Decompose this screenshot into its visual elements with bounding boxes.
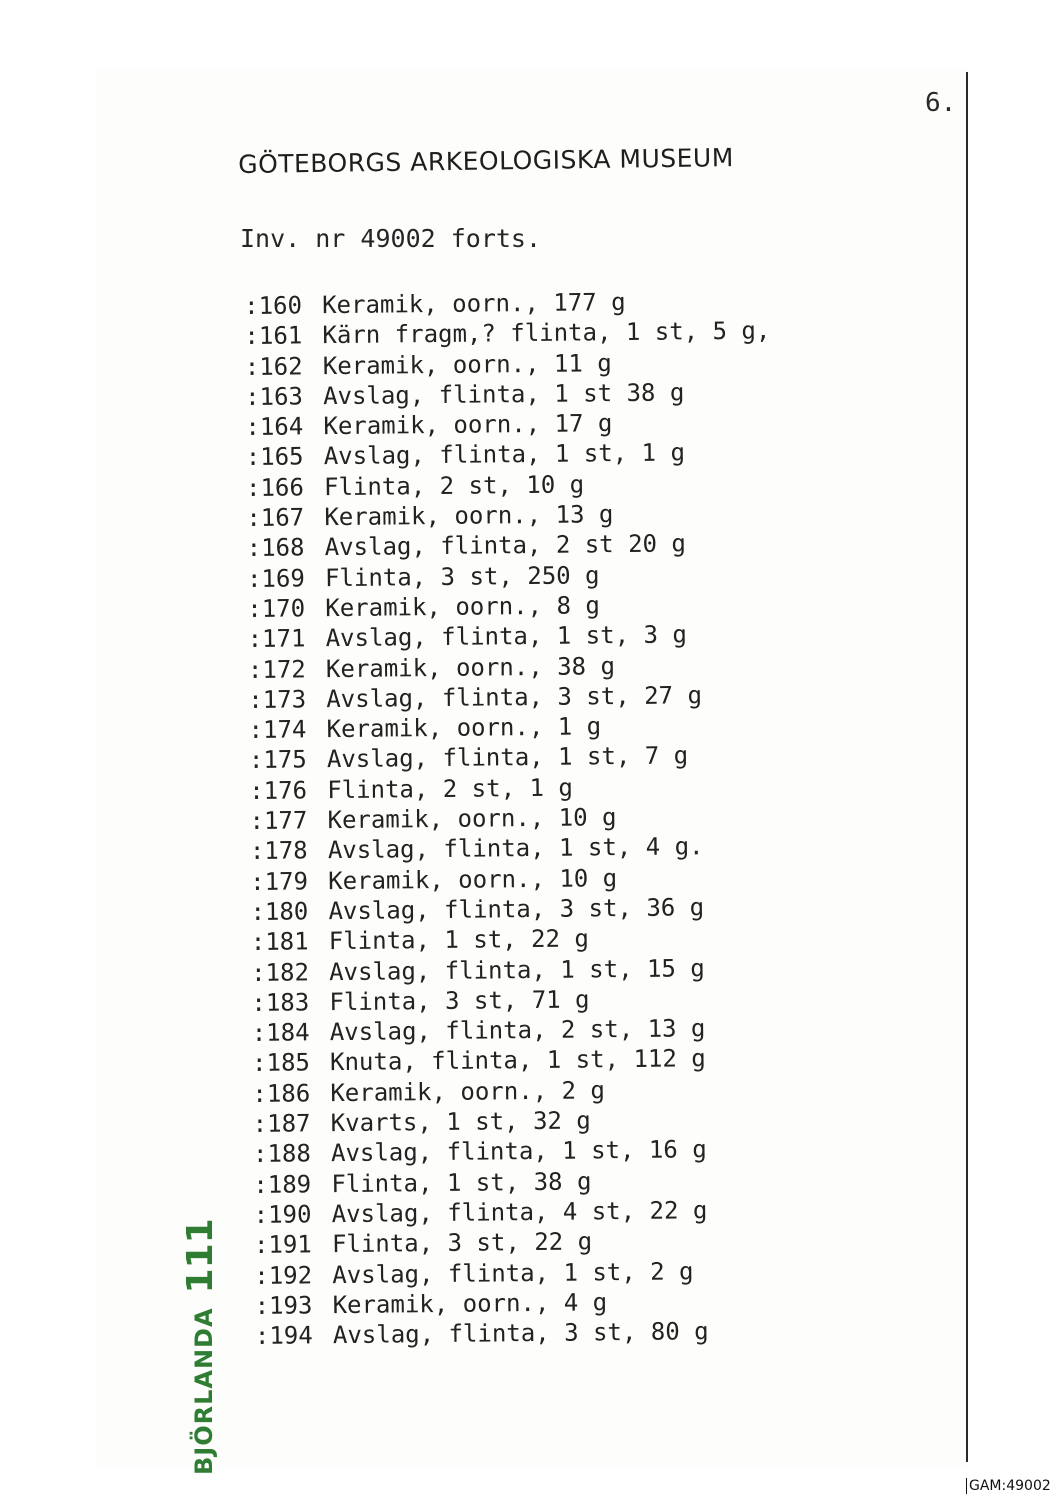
entry-number: :167 <box>246 503 305 533</box>
entry-description: Avslag, flinta, 1 st, 15 g <box>328 953 705 986</box>
entry-number: :176 <box>249 776 308 805</box>
entry-number: :180 <box>250 897 309 926</box>
paper-edge-line <box>966 72 968 1462</box>
entry-number: :191 <box>253 1230 312 1260</box>
entry-description: Avslag, flinta, 1 st, 3 g <box>325 620 688 653</box>
entry-description: Avslag, flinta, 1 st, 2 g <box>332 1256 694 1289</box>
catalog-id-label: GAM:49002 <box>966 1478 1051 1494</box>
stamp-locality-name: BJÖRLANDA <box>190 1307 218 1475</box>
entry-description: Flinta, 3 st, 250 g <box>324 560 600 592</box>
museum-header: GÖTEBORGS ARKEOLOGISKA MUSEUM <box>238 143 734 179</box>
entry-number: :166 <box>245 473 305 502</box>
locality-stamp <box>180 1218 221 1475</box>
artifact-entry <box>252 1043 778 1079</box>
entry-description: Flinta, 2 st, 10 g <box>323 470 585 501</box>
entry-number: :193 <box>254 1291 313 1320</box>
entry-number: :179 <box>250 867 309 896</box>
entry-number: :161 <box>244 321 303 351</box>
entry-number: :162 <box>244 351 303 381</box>
entry-number: :169 <box>246 564 305 593</box>
entry-number: :181 <box>250 927 309 957</box>
entry-description: Kvarts, 1 st, 32 g <box>330 1106 591 1138</box>
entry-number: :194 <box>254 1321 313 1351</box>
entry-number: :173 <box>248 685 307 714</box>
entry-number: :172 <box>247 654 306 684</box>
artifact-entry <box>251 952 777 988</box>
entry-number: :186 <box>252 1079 311 1108</box>
entry-description: Keramik, oorn., 17 g <box>323 409 613 441</box>
entry-description: Avslag, flinta, 3 st, 27 g <box>326 681 703 714</box>
entry-number: :160 <box>244 291 303 320</box>
entry-number: :185 <box>251 1048 311 1078</box>
entry-description: Flinta, 3 st, 71 g <box>329 985 590 1016</box>
artifact-entry <box>250 891 776 927</box>
entry-description: Keramik, oorn., 10 g <box>328 863 618 895</box>
entry-number: :192 <box>254 1260 313 1290</box>
stamp-site-number: 111 <box>180 1218 221 1294</box>
entry-description: Avslag, flinta, 3 st, 36 g <box>328 893 705 926</box>
entry-description: Knuta, flinta, 1 st, 112 g <box>329 1044 706 1077</box>
artifact-entry <box>244 316 770 352</box>
entry-number: :184 <box>251 1018 310 1048</box>
page-number: 6. <box>925 88 957 118</box>
entry-description: Avslag, flinta, 2 st, 13 g <box>329 1014 706 1047</box>
entry-description: Avslag, flinta, 1 st, 16 g <box>330 1135 707 1168</box>
entry-description: Keramik, oorn., 11 g <box>322 348 612 380</box>
entry-number: :163 <box>244 382 304 411</box>
entry-description: Keramik, oorn., 8 g <box>325 591 601 623</box>
entry-description: Avslag, flinta, 1 st, 4 g. <box>327 832 704 865</box>
entry-description: Keramik, oorn., 38 g <box>325 651 616 683</box>
inventory-number-line: Inv. nr 49002 forts. <box>240 224 542 253</box>
entry-description: Avslag, flinta, 4 st, 22 g <box>331 1196 708 1229</box>
entry-number: :188 <box>252 1139 311 1169</box>
entry-number: :168 <box>246 533 305 563</box>
entry-description: Flinta, 1 st, 22 g <box>328 924 590 956</box>
entry-description: Keramik, oorn., 2 g <box>330 1075 606 1107</box>
entry-description: Avslag, flinta, 1 st 38 g <box>322 378 685 411</box>
entry-number: :178 <box>249 836 308 866</box>
artifact-entry <box>250 831 776 867</box>
artifact-entry <box>254 1194 780 1230</box>
artifact-list <box>244 285 781 1351</box>
artifact-entry <box>255 1316 781 1352</box>
entry-description: Keramik, oorn., 4 g <box>332 1288 608 1319</box>
entry-number: :171 <box>247 624 306 654</box>
entry-number: :175 <box>248 745 307 775</box>
entry-number: :182 <box>250 957 310 987</box>
entry-description: Keramik, oorn., 13 g <box>324 500 614 532</box>
entry-description: Avslag, flinta, 1 st, 1 g <box>323 438 686 471</box>
entry-number: :189 <box>253 1169 312 1199</box>
entry-number: :165 <box>245 442 304 472</box>
entry-description: Kärn fragm,? flinta, 1 st, 5 g, <box>322 316 771 350</box>
entry-description: Flinta, 2 st, 1 g <box>327 773 574 804</box>
entry-number: :174 <box>248 715 307 745</box>
entry-description: Avslag, flinta, 3 st, 80 g <box>332 1317 709 1350</box>
entry-description: Keramik, oorn., 1 g <box>326 712 602 744</box>
entry-number: :170 <box>247 594 306 623</box>
entry-number: :177 <box>249 806 308 836</box>
entry-description: Keramik, oorn., 177 g <box>322 288 626 320</box>
entry-description: Avslag, flinta, 1 st, 7 g <box>326 741 689 774</box>
entry-description: Keramik, oorn., 10 g <box>327 803 617 835</box>
entry-description: Avslag, flinta, 2 st 20 g <box>324 529 687 562</box>
entry-number: :190 <box>253 1200 312 1229</box>
entry-number: :187 <box>252 1109 311 1138</box>
artifact-entry <box>253 1134 779 1170</box>
artifact-entry <box>248 679 774 715</box>
entry-number: :164 <box>245 412 304 442</box>
entry-number: :183 <box>251 988 310 1017</box>
entry-description: Flinta, 3 st, 22 g <box>331 1227 593 1259</box>
entry-description: Flinta, 1 st, 38 g <box>331 1167 592 1198</box>
